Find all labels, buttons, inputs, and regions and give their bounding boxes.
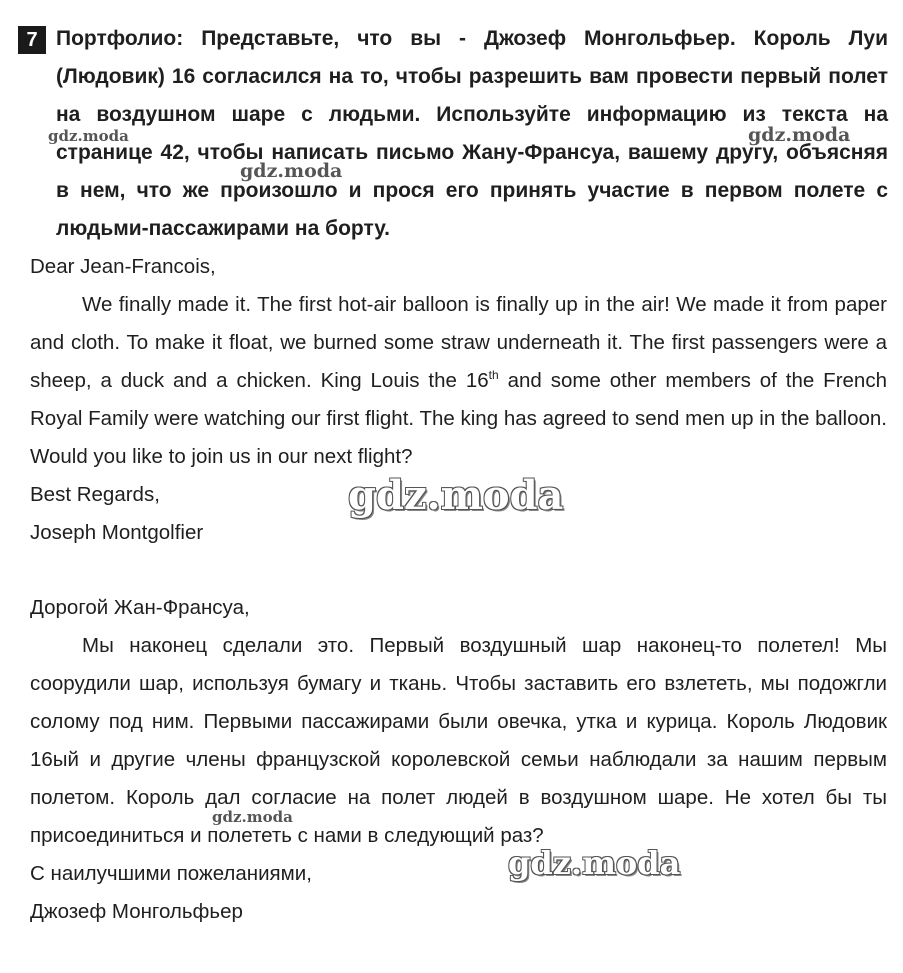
letter-en-closing: Best Regards, (30, 483, 160, 506)
letter-en-body-part2: and some other members of the French Royal Family were watching our first flight. The king has agreed to send men up in the balloon. Would you like to join us in our next flight? (30, 369, 887, 468)
letter-ru-body: Мы наконец сделали это. Первый воздушный шар наконец-то полетел! Мы соорудили шар, используя бумагу и ткань. Чтобы заставить его взлететь, мы подожгли солому под ним. Первыми пассажирами были овечка, утка и курица. Король Людовик 16ый и другие члены французской королевской семьи наблюдали за нашим первым полетом. Король дал согласие на полет людей в воздушном шаре. Не хотел бы ты присоединиться и полететь с нами в следующий раз? (30, 634, 887, 847)
letter-russian (30, 589, 887, 931)
watermark-logo: gdz.moda (212, 808, 293, 826)
letter-en-signature: Joseph Montgolfier (30, 521, 204, 544)
watermark-logo: gdz.moda (748, 124, 851, 146)
letter-en-superscript: th (488, 368, 499, 383)
letter-ru-greeting: Дорогой Жан-Франсуа, (30, 596, 250, 619)
letter-en-body-part1: We finally made it. The first hot-air balloon is finally up in the air! We made it from paper and cloth. To make it float, we burned some straw underneath it. The first passengers were a sheep, a duck and a chicken. King Louis the 16 (30, 293, 887, 392)
watermark-logo: gdz.moda (348, 472, 564, 519)
task-instruction: Портфолио: Представьте, что вы - Джозеф Монгольфьер. Король Луи (Людовик) 16 согласился на то, чтобы разрешить вам провести первый полет на воздушном шаре с людьми. Используйте информацию из текста на странице 42, чтобы написать письмо Жану-Франсуа, вашему другу, объясняя в нем, что же произошло и прося его принять участие в первом полете с людьми-пассажирами на борту. (56, 27, 888, 240)
letter-en-body (30, 286, 887, 476)
watermark-logo: gdz.moda (240, 160, 343, 182)
watermark-logo: gdz.moda (508, 844, 681, 882)
task-number-badge: 7 (18, 26, 46, 54)
letter-ru-signature: Джозеф Монгольфьер (30, 900, 243, 923)
letter-en-greeting: Dear Jean-Francois, (30, 255, 216, 278)
watermark-logo: gdz.moda (48, 127, 129, 145)
letter-ru-closing: С наилучшими пожеланиями, (30, 862, 312, 885)
